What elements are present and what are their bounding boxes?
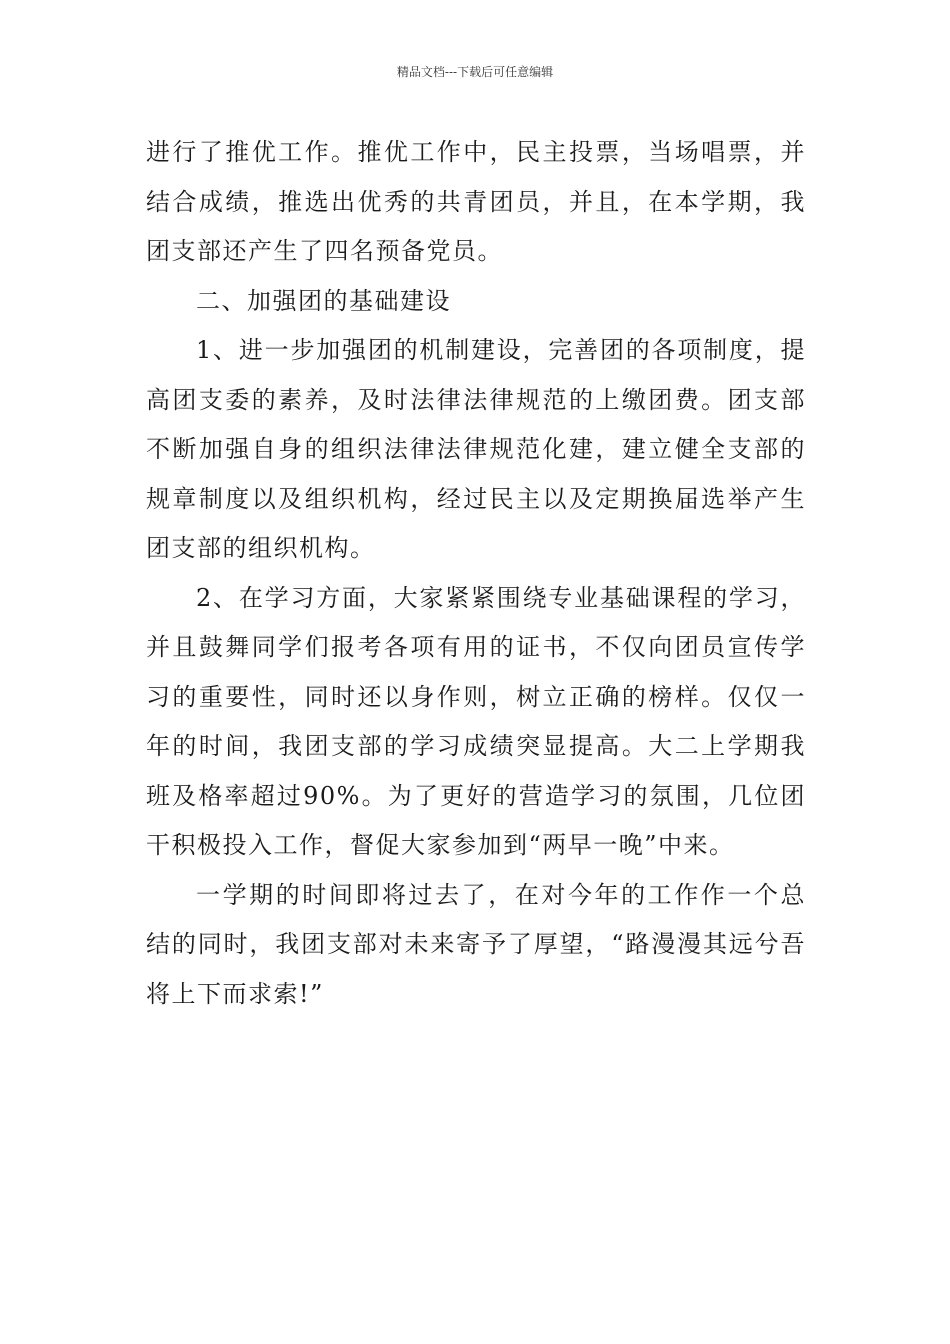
section-heading: 二、加强团的基础建设 [196, 286, 451, 315]
paragraph-item-1: 1、进一步加强团的机制建设，完善团的各项制度，提高团支委的素养，及时法律法律规范的上缴团费。团支部不断加强自身的组织法律法律规范化建，建立健全支部的规章制度以及组织机构，经过民主以及定期换届选举产生团支部的组织机构。 [146, 336, 806, 562]
paragraph-item-2: 2、在学习方面，大家紧紧围绕专业基础课程的学习，并且鼓舞同学们报考各项有用的证书，不仅向团员宣传学习的重要性，同时还以身作则，树立正确的榜样。仅仅一年的时间，我团支部的学习成绩突显提高。大二上学期我班及格率超过90%。为了更好的营造学习的氛围，几位团干积极投入工作，督促大家参加到“两早一晚”中来。 [146, 583, 806, 859]
document-body [146, 128, 806, 1019]
paragraph-continuation: 进行了推优工作。推优工作中，民主投票，当场唱票，并结合成绩，推选出优秀的共青团员，并且，在本学期，我团支部还产生了四名预备党员。 [146, 138, 806, 265]
page-header: 精品文档---下载后可任意编辑 [396, 65, 554, 79]
paragraph-conclusion: 一学期的时间即将过去了，在对今年的工作作一个总结的同时，我团支部对未来寄予了厚望，“路漫漫其远兮吾将上下而求索!” [146, 880, 806, 1008]
